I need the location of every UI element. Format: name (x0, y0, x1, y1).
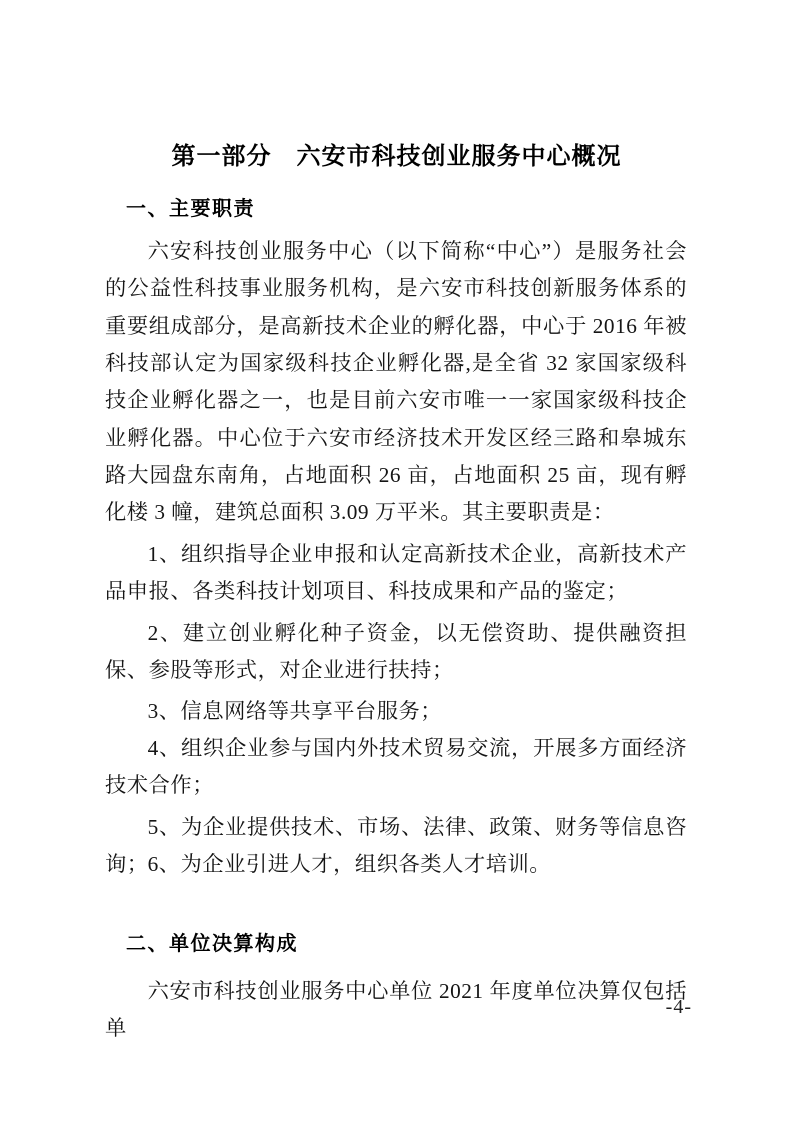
section-2-heading: 二、单位决算构成 (126, 933, 298, 955)
duty-item-1: 1、组织指导企业申报和认定高新技术企业，高新技术产品申报、各类科技计划项目、科技成果和产品的鉴定； (105, 542, 687, 604)
section-2-intro-paragraph: 六安市科技创业服务中心单位 2021 年度单位决算仅包括单 (105, 979, 687, 1041)
duty-item-3: 3、信息网络等共享平台服务； (147, 699, 443, 723)
section-1-heading: 一、主要职责 (126, 198, 255, 220)
duty-item-2: 2、建立创业孵化种子资金，以无偿资助、提供融资担保、参股等形式，对企业进行扶持； (105, 621, 687, 683)
section-1-intro-paragraph: 六安科技创业服务中心（以下简称“中心”）是服务社会的公益性科技事业服务机构，是六安市科技创新服务体系的重要组成部分，是高新技术企业的孵化器，中心于 2016 年被科技部认定为国家级科技企业孵化器,是全省 32 家国家级科技企业孵化器之一，也是目前六安市唯一一家国家级科技企业孵化器。中心位于六安市经济技术开发区经三路和皋城东路大园盘东南角，占地面积 26 亩，占地面积 25 亩，现有孵化楼 3 幢，建筑总面积 3.09 万平米。其主要职责是： (105, 239, 687, 525)
page-title: 第一部分 六安市科技创业服务中心概况 (171, 143, 622, 170)
duty-item-4: 4、组织企业参与国内外技术贸易交流，开展多方面经济技术合作； (105, 736, 687, 798)
duty-item-5: 5、为企业提供技术、市场、法律、政策、财务等信息咨询； (105, 815, 687, 877)
page-number: -4- (665, 996, 692, 1018)
duty-item-6: 6、为企业引进人才，组织各类人才培训。 (147, 852, 552, 876)
